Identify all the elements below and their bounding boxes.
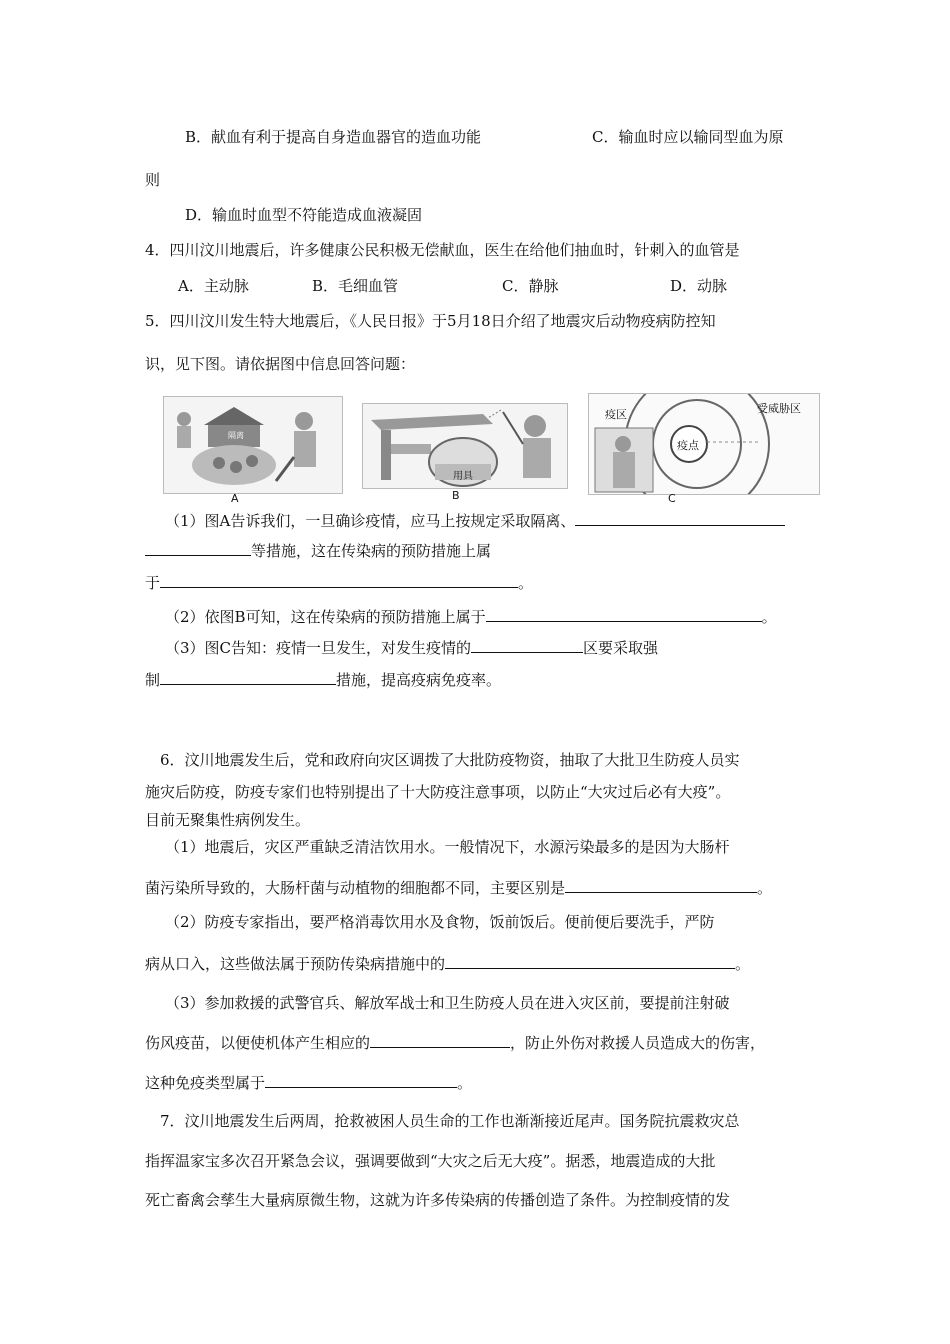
q6-part1-blank[interactable]	[565, 877, 757, 893]
figure-c-caption: C	[668, 492, 676, 505]
q6-stem-line3: 目前无聚集性病例发生。	[145, 811, 311, 829]
q4-option-b: B．毛细血管	[312, 277, 399, 295]
q5-part1-blank1-cont[interactable]	[145, 540, 251, 556]
figure-b-inner-label: 用具	[453, 471, 473, 482]
q6-part1-line1: （1）地震后，灾区严重缺乏清洁饮用水。一般情况下，水源污染最多的是因为大肠杆	[165, 838, 730, 856]
q6-stem-line2: 施灾后防疫，防疫专家们也特别提出了十大防疫注意事项，以防止“大灾过后必有大疫”。	[145, 783, 731, 801]
q5-part1-blank1[interactable]	[575, 510, 785, 526]
q6-part3-line3: 这种免疫类型属于 。	[145, 1074, 473, 1092]
q7-line2: 指挥温家宝多次召开紧急会议，强调要做到“大灾之后无大疫”。据悉，地震造成的大批	[145, 1152, 716, 1170]
figure-a-illustration	[164, 397, 342, 493]
q6-part3-blank1[interactable]	[370, 1032, 510, 1048]
q5-part1-line1: （1）图A告诉我们，一旦确诊疫情，应马上按规定采取隔离、	[165, 510, 785, 531]
q3-option-c-cont: 则	[145, 171, 161, 189]
figure-c-zone-threatened: 受威胁区	[757, 402, 801, 415]
q5-part1-blank2[interactable]	[160, 572, 518, 588]
q5-stem-line2: 识，见下图。请依据图中信息回答问题：	[145, 355, 416, 373]
figure-b	[362, 403, 568, 489]
q5-stem-line1: 5．四川汶川发生特大地震后，《人民日报》于5月18日介绍了地震灾后动物疫病防控知	[145, 312, 716, 330]
q6-part2-line2: 病从口入，这些做法属于预防传染病措施中的 。	[145, 955, 751, 973]
q5-part3-line1: （3）图C告知：疫情一旦发生，对发生疫情的 区要采取强	[165, 639, 659, 657]
q6-part2-line1: （2）防疫专家指出，要严格消毒饮用水及食物，饭前饭后。便前便后要洗手，严防	[165, 913, 715, 931]
q7-line3: 死亡畜禽会孳生大量病原微生物，这就为许多传染病的传播创造了条件。为控制疫情的发	[145, 1191, 731, 1209]
q5-part3-blank1[interactable]	[471, 637, 583, 653]
q3-option-d: D．输血时血型不符能造成血液凝固	[185, 206, 423, 224]
q6-part1-line2: 菌污染所导致的，大肠杆菌与动植物的细胞都不同，主要区别是 。	[145, 879, 773, 897]
q3-option-c: C．输血时应以输同型血为原	[592, 128, 784, 146]
q5-part1-line3: 于 。	[145, 574, 534, 592]
q5-part2-blank[interactable]	[486, 606, 762, 622]
q6-part3-blank2[interactable]	[265, 1072, 457, 1088]
q4-stem: 4．四川汶川地震后，许多健康公民积极无偿献血，医生在给他们抽血时，针刺入的血管是	[145, 241, 740, 259]
q4-option-d: D．动脉	[670, 277, 728, 295]
q4-option-a: A．主动脉	[178, 277, 249, 295]
q3-option-b: B．献血有利于提高自身造血器官的造血功能	[185, 128, 482, 146]
q5-part1-line2: 等措施，这在传染病的预防措施上属	[145, 540, 491, 561]
q7-line1: 7．汶川地震发生后两周，抢救被困人员生命的工作也渐渐接近尾声。国务院抗震救灾总	[160, 1112, 740, 1130]
figure-a-caption: A	[231, 492, 239, 505]
q5-part2: （2）依图B可知，这在传染病的预防措施上属于 。	[165, 608, 777, 626]
q5-part3-blank2[interactable]	[160, 669, 336, 685]
q6-part3-line2: 伤风疫苗，以便使机体产生相应的 ，防止外伤对救援人员造成大的伤害，	[145, 1034, 766, 1052]
q6-stem-line1: 6．汶川地震发生后，党和政府向灾区调拨了大批防疫物资，抽取了大批卫生防疫人员实	[160, 751, 740, 769]
q6-part2-blank[interactable]	[445, 953, 735, 969]
figure-a	[163, 396, 343, 494]
q4-option-c: C．静脉	[502, 277, 559, 295]
figure-b-caption: B	[452, 489, 460, 502]
figure-a-inner-label: 隔离	[228, 431, 244, 440]
q6-part3-line1: （3）参加救援的武警官兵、解放军战士和卫生防疫人员在进入灾区前，要提前注射破	[165, 994, 730, 1012]
figure-c	[588, 393, 820, 495]
figure-c-center: 疫点	[677, 439, 699, 452]
figure-c-zone-epidemic: 疫区	[605, 408, 627, 421]
q5-part3-line2: 制 措施，提高疫病免疫率。	[145, 671, 502, 689]
